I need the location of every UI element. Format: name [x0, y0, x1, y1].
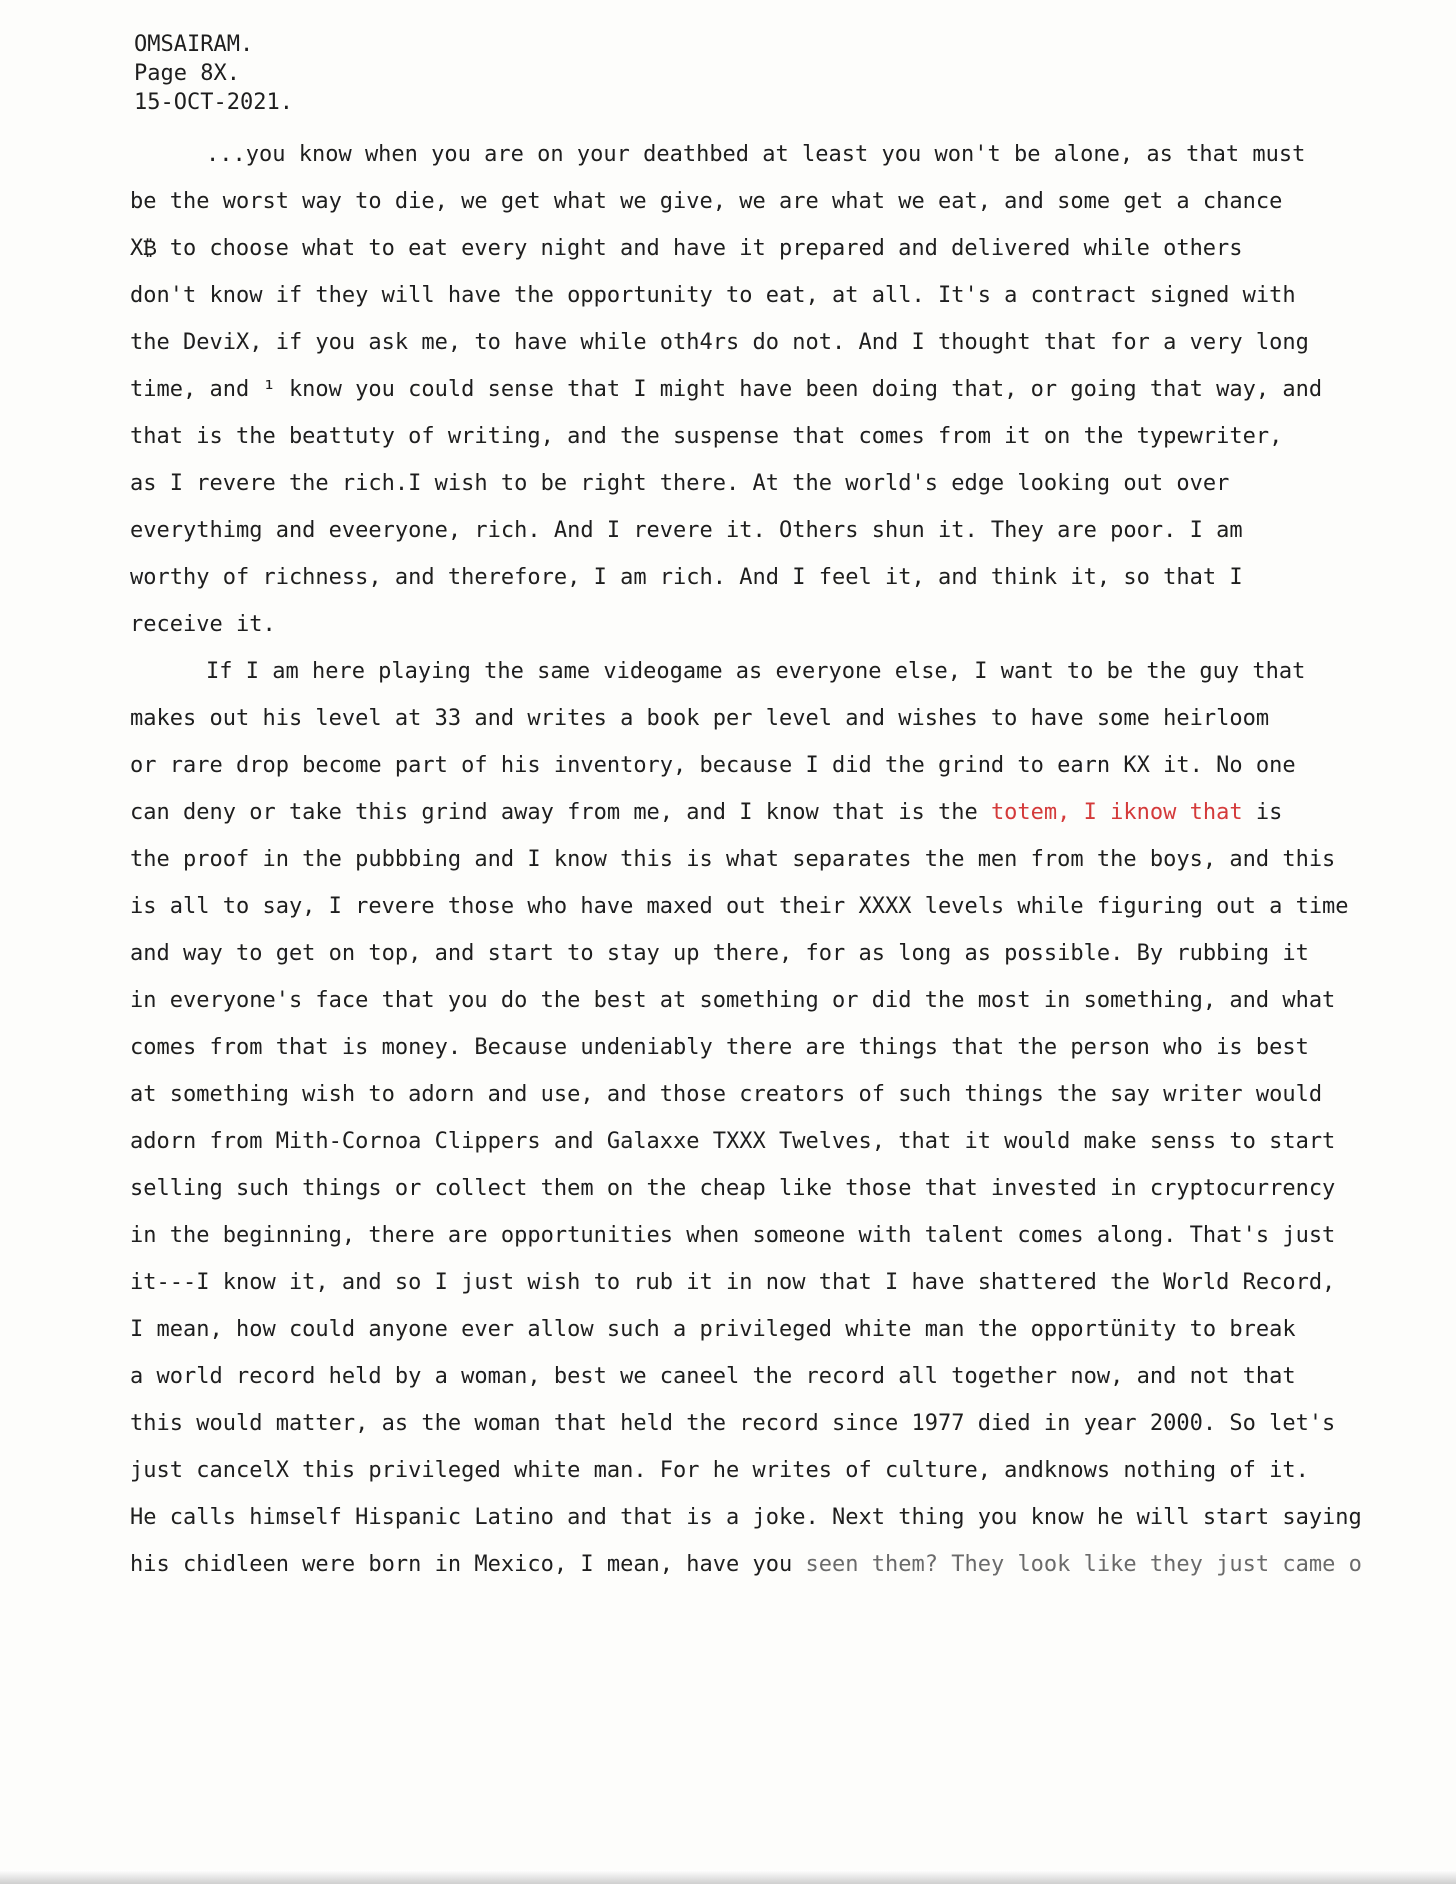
header-page-number: Page 8X.: [134, 61, 240, 86]
text-line: If I am here playing the same videogame as everyone else, I want to be the guy that: [206, 659, 1306, 684]
text-line: that is the beattuty of writing, and the suspense that comes from it on the typewriter,: [130, 424, 1283, 449]
text-line: makes out his level at 33 and writes a book per level and wishes to have some heirloom: [130, 706, 1270, 731]
text-line: receive it.: [130, 612, 276, 637]
header-date: 15-OCT-2021.: [134, 90, 293, 115]
text-line: or rare drop become part of his inventory, because I did the grind to earn KX it. No one: [130, 753, 1296, 778]
text-line: it---I know it, and so I just wish to rub it in now that I have shattered the World Record,: [130, 1270, 1336, 1295]
text-line-with-red-text: [130, 798, 1282, 828]
text-line: just cancelX this privileged white man. For he writes of culture, andknows nothing of it.: [130, 1458, 1309, 1483]
text-line: as I revere the rich.I wish to be right there. At the world's edge looking out over: [130, 471, 1230, 496]
text-segment: can deny or take this grind away from me, and I know that is the: [130, 800, 991, 825]
text-line-last: [130, 1550, 1362, 1580]
faded-typed-text: seen them? They look like they just came o: [805, 1552, 1362, 1577]
text-line: I mean, how could anyone ever allow such a privileged white man the opportünity to break: [130, 1317, 1296, 1342]
text-line: ...you know when you are on your deathbed at least you won't be alone, as that must: [206, 142, 1306, 167]
red-typed-text: totem, I iknow that: [990, 800, 1243, 825]
text-line: the DeviX, if you ask me, to have while oth4rs do not. And I thought that for a very long: [130, 330, 1309, 355]
text-segment: his chidleen were born in Mexico, I mean, have you: [130, 1552, 806, 1577]
text-line: in the beginning, there are opportunities when someone with talent comes along. That's just: [130, 1223, 1336, 1248]
text-line: this would matter, as the woman that held the record since 1977 died in year 2000. So let's: [130, 1411, 1336, 1436]
text-line: is all to say, I revere those who have maxed out their XXXX levels while figuring out a time: [130, 894, 1349, 919]
text-line: X₿ to choose what to eat every night and have it prepared and delivered while others: [130, 236, 1243, 261]
text-line: in everyone's face that you do the best at something or did the most in something, and what: [130, 988, 1336, 1013]
text-line: selling such things or collect them on the cheap like those that invested in cryptocurrency: [130, 1176, 1336, 1201]
text-segment: is: [1242, 800, 1283, 825]
text-line: at something wish to adorn and use, and those creators of such things the say writer would: [130, 1082, 1323, 1107]
text-line: time, and ¹ know you could sense that I might have been doing that, or going that way, and: [130, 377, 1323, 402]
text-line: comes from that is money. Because undeniably there are things that the person who is best: [130, 1035, 1309, 1060]
text-line: adorn from Mith-Cornoa Clippers and Galaxxe TXXX Twelves, that it would make senss to start: [130, 1129, 1336, 1154]
text-line: and way to get on top, and start to stay up there, for as long as possible. By rubbing it: [130, 941, 1309, 966]
text-line: a world record held by a woman, best we caneel the record all together now, and not that: [130, 1364, 1296, 1389]
text-line: be the worst way to die, we get what we give, we are what we eat, and some get a chance: [130, 189, 1283, 214]
text-line: don't know if they will have the opportunity to eat, at all. It's a contract signed with: [130, 283, 1296, 308]
text-line: everythimg and eveeryone, rich. And I revere it. Others shun it. They are poor. I am: [130, 518, 1243, 543]
text-line: worthy of richness, and therefore, I am rich. And I feel it, and think it, so that I: [130, 565, 1243, 590]
text-line: the proof in the pubbbing and I know this is what separates the men from the boys, and this: [130, 847, 1336, 872]
page-header: [134, 30, 293, 117]
header-title: OMSAIRAM.: [134, 32, 254, 57]
text-line: He calls himself Hispanic Latino and that is a joke. Next thing you know he will start saying: [130, 1505, 1362, 1530]
page-bottom-edge: [0, 1870, 1456, 1884]
